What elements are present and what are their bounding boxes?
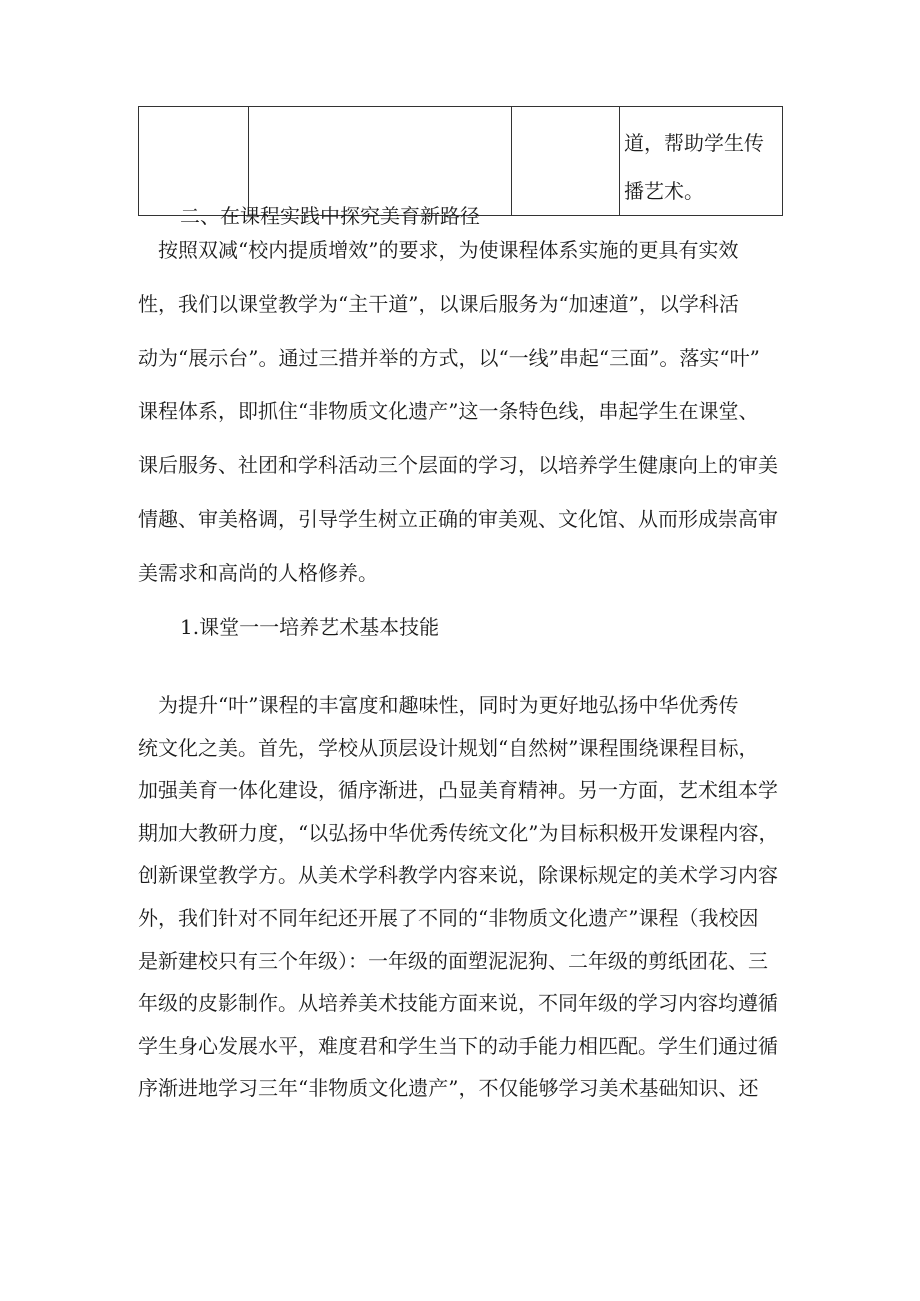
sub-heading: 1.课堂一一培养艺术基本技能: [180, 615, 440, 639]
paragraph-line: 学生身心发展水平，难度君和学生当下的动手能力相匹配。学生们通过循: [138, 1033, 778, 1058]
paragraph-line: 是新建校只有三个年级）：一年级的面塑泥泥狗、二年级的剪纸团花、三: [138, 948, 768, 973]
table-cell-1: [139, 107, 249, 216]
paragraph-line: 为提升“叶”课程的丰富度和趣味性，同时为更好地弘扬中华优秀传: [138, 693, 739, 717]
paragraph-1: [138, 224, 790, 601]
table-cell-4: [620, 107, 783, 216]
paragraph-line: 加强美育一体化建设，循序渐进，凸显美育精神。另一方面，艺术组本学: [138, 778, 778, 803]
paragraph-2: [138, 684, 790, 1110]
paragraph-line: 动为“展示台”。通过三措并举的方式，以“一线”串起“三面”。落实“叶”: [138, 345, 760, 370]
table-cell-text: [620, 107, 782, 215]
paragraph-line: 课程体系，即抓住“非物质文化遗产”这一条特色线，串起学生在课堂、: [138, 399, 759, 424]
table-cell-line: 道，帮助学生传: [624, 131, 764, 155]
table-cell-2: [249, 107, 512, 216]
table-row: [139, 107, 783, 216]
table-fragment: [138, 106, 783, 216]
paragraph-line: 按照双减“校内提质增效”的要求，为使课程体系实施的更具有实效: [138, 238, 739, 262]
section-heading: 二、在课程实践中探究美育新路径: [180, 204, 480, 228]
paragraph-line: 美需求和高尚的人格修养。: [138, 560, 378, 585]
paragraph-line: 情趣、审美格调，引导学生树立正确的审美观、文化馆、从而形成崇高审: [138, 506, 778, 531]
paragraph-line: 期加大教研力度，“以弘扬中华优秀传统文化”为目标积极开发课程内容，: [138, 820, 779, 845]
paragraph-line: 统文化之美。首先，学校从顶层设计规划“自然树”课程围绕课程目标，: [138, 735, 759, 760]
paragraph-line: 性，我们以课堂教学为“主干道”，以课后服务为“加速道”，以学科活: [138, 291, 739, 316]
paragraph-line: 年级的皮影制作。从培养美术技能方面来说，不同年级的学习内容均遵循: [138, 991, 778, 1016]
paragraph-line: 课后服务、社团和学科活动三个层面的学习，以培养学生健康向上的审美: [138, 453, 778, 478]
paragraph-line: 创新课堂教学方。从美术学科教学内容来说，除课标规定的美术学习内容: [138, 863, 778, 888]
table-cell-line: 播艺术。: [624, 179, 704, 203]
paragraph-line: 外，我们针对不同年纪还开展了不同的“非物质文化遗产”课程（我校因: [138, 905, 759, 930]
paragraph-line: 序渐进地学习三年“非物质文化遗产”，不仅能够学习美术基础知识、还: [138, 1076, 759, 1101]
table-cell-3: [512, 107, 620, 216]
